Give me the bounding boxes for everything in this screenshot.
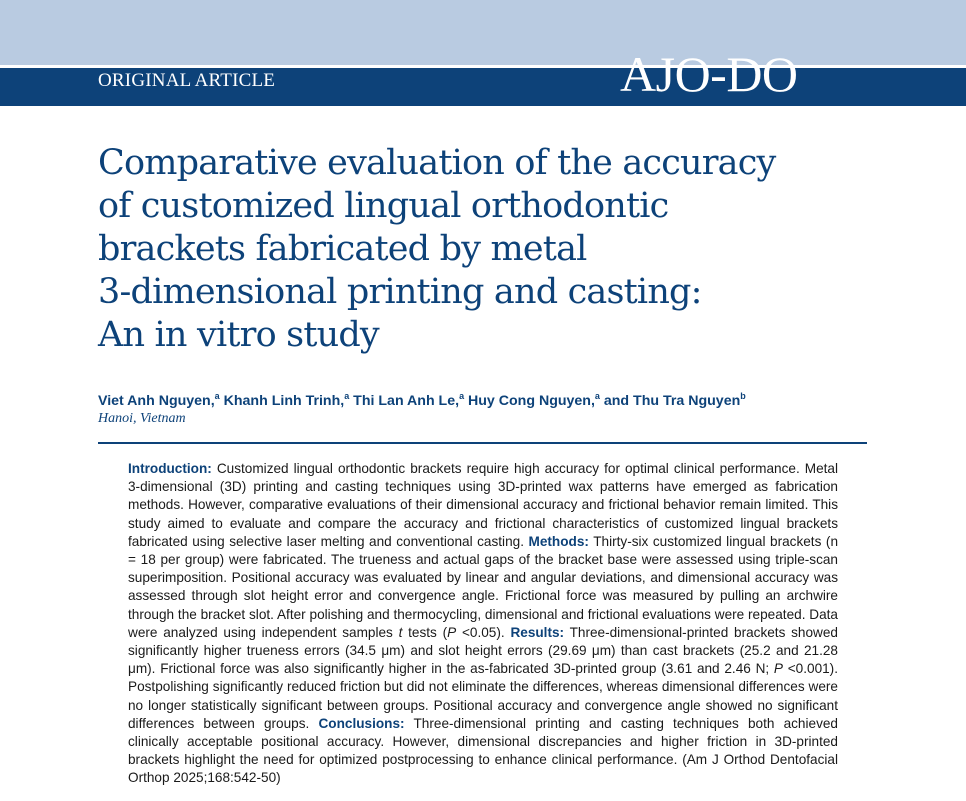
title-line: of customized lingual orthodontic	[98, 186, 669, 226]
methods-text: Thirty-six customized lingual brackets (n = 18 per group) were fabricated. The trueness and actual gaps of the bracket base were assessed using triple-scan superimposition. Positional accuracy was evaluated by linear and angular deviations, and dimensional accuracy was assessed through slot height error and convergence angle. Frictional force was measured by pulling an archwire through the bracket slot. After polishing and thermocycling, dimensional and frictional evaluations were repeated. Data were analyzed using independent samples	[128, 533, 839, 640]
methods-text: tests (	[402, 624, 448, 640]
results-text: P	[773, 661, 783, 677]
section-divider	[98, 442, 867, 444]
title-line: Comparative evaluation of the accuracy	[98, 143, 776, 183]
author-affiliation-mark: a	[214, 391, 220, 401]
author-name: Viet Anh Nguyen,	[98, 393, 215, 409]
article-title	[98, 142, 818, 357]
results-text: Three-dimensional-printed brackets showed significantly higher trueness errors (34.5 μm) and slot height errors (29.69 μm) than cast brackets (25.2 and 21.28 μm). Frictional force was also significantly higher in the as-fabricated 3D-printed group (3.61 and 2.46 N;	[128, 624, 838, 677]
conclusions-text: Three-dimensional printing and casting techniques both achieved clinically acceptable positional accuracy. However, dimensional discrepancies and higher friction in 3D-printed brackets highlight the need for optimized postprocessing to enhance clinical performance. (Am J Orthod Dentofacial Orthop 2025;168:542-50)	[128, 715, 838, 786]
methods-text: <0.05).	[456, 624, 511, 640]
author-affiliation-mark: a	[344, 391, 350, 401]
title-line: brackets fabricated by metal	[98, 229, 587, 269]
author-name: Thi Lan Anh Le,	[349, 393, 460, 409]
title-line: 3-dimensional printing and casting:	[98, 272, 702, 312]
author-affiliation-mark: a	[594, 391, 600, 401]
author-affiliation-mark: a	[459, 391, 465, 401]
introduction-text: Customized lingual orthodontic brackets require high accuracy for optimal clinical performance. Metal 3-dimensional (3D) printing and casting techniques using 3D-printed wax patterns have emerged as fabrication methods. However, comparative evaluations of their dimensional accuracy and frictional behavior remain limited. This study aimed to evaluate and compare the accuracy and frictional characteristics of customized lingual brackets fabricated using selective laser melting and conventional casting.	[128, 461, 838, 549]
title-line: An in vitro study	[98, 315, 379, 355]
journal-logo: AJO-DO	[620, 46, 798, 102]
abstract	[128, 460, 838, 788]
methods-text: P	[447, 624, 457, 640]
article-type-label: ORIGINAL ARTICLE	[98, 70, 276, 91]
author-name: Khanh Linh Trinh,	[219, 393, 345, 409]
author-name: and Thu Tra Nguyen	[599, 393, 741, 409]
methods-heading: Methods:	[528, 533, 589, 549]
methods-text: t	[398, 624, 403, 640]
introduction-heading: Introduction:	[128, 461, 212, 476]
results-text: <0.001). Postpolishing significantly reduced friction but did not eliminate the differences, whereas dimensional differences were no longer statistically significant between groups. Positional accuracy and convergence angle showed no significant differences between groups.	[128, 661, 838, 731]
author-name: Huy Cong Nguyen,	[464, 393, 595, 409]
affiliation: Hanoi, Vietnam	[98, 411, 186, 426]
author-affiliation-mark: b	[740, 391, 746, 401]
author-list	[98, 392, 898, 410]
results-heading: Results:	[510, 624, 565, 640]
conclusions-heading: Conclusions:	[318, 715, 405, 731]
header-band	[0, 0, 966, 65]
